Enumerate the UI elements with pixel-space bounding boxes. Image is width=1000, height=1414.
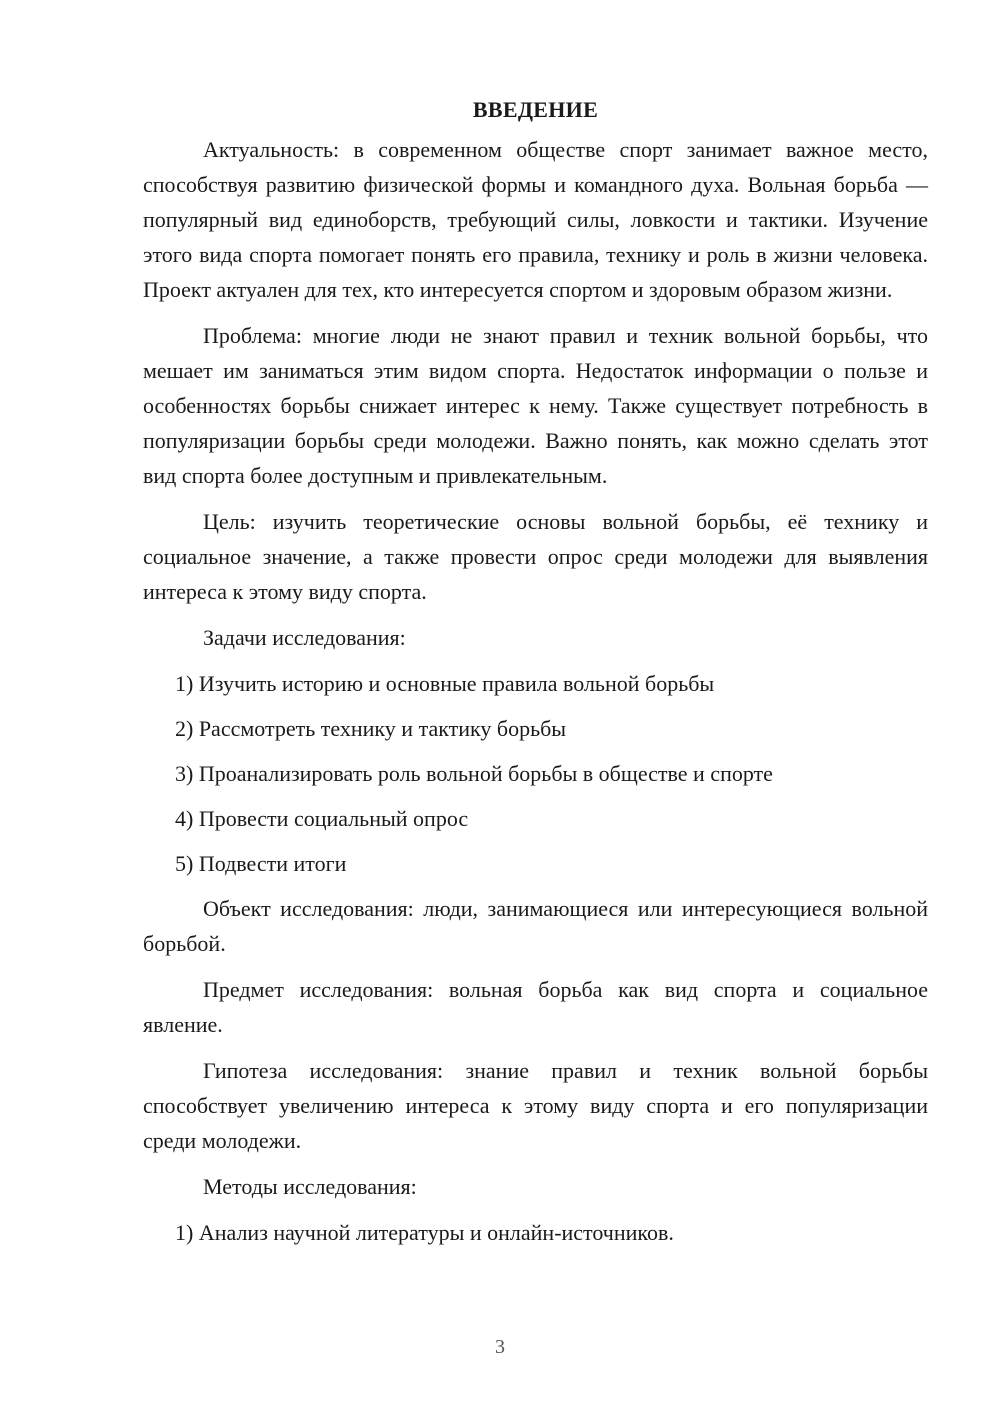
tasks-list (143, 666, 928, 881)
list-item: 1) Изучить историю и основные правила вольной борьбы (175, 671, 715, 696)
relevance-paragraph: Актуальность: в современном обществе спорт занимает важное место, способствуя развитию физической формы и командного духа. Вольная борьба — популярный вид единоборств, требующий силы, ловкости и тактики. Изучение этого вида спорта помогает понять его правила, технику и роль в жизни человека. Проект актуален для тех, кто интересуется спортом и здоровым образом жизни. (143, 137, 928, 302)
list-item: 5) Подвести итоги (175, 851, 347, 876)
methods-list (143, 1215, 928, 1250)
problem-paragraph: Проблема: многие люди не знают правил и техник вольной борьбы, что мешает им заниматься этим видом спорта. Недостаток информации о пользе и особенностях борьбы снижает интерес к нему. Также существует потребность в популяризации борьбы среди молодежи. Важно понять, как можно сделать этот вид спорта более доступным и привлекательным. (143, 323, 928, 488)
list-item: 4) Провести социальный опрос (175, 806, 469, 831)
list-item: 3) Проанализировать роль вольной борьбы в обществе и спорте (175, 761, 773, 786)
section-heading: ВВЕДЕНИЕ (472, 97, 599, 122)
page-content (143, 92, 928, 1260)
list-item: 1) Анализ научной литературы и онлайн-источников. (175, 1220, 674, 1245)
subject-paragraph: Предмет исследования: вольная борьба как вид спорта и социальное явление. (143, 977, 928, 1037)
object-paragraph: Объект исследования: люди, занимающиеся или интересующиеся вольной борьбой. (143, 896, 928, 956)
tasks-title: Задачи исследования: (203, 625, 406, 650)
hypothesis-paragraph: Гипотеза исследования: знание правил и техник вольной борьбы способствует увеличению интереса к этому виду спорта и его популяризации среди молодежи. (143, 1058, 928, 1153)
goal-paragraph: Цель: изучить теоретические основы вольной борьбы, её технику и социальное значение, а также провести опрос среди молодежи для выявления интереса к этому виду спорта. (143, 509, 928, 604)
methods-title: Методы исследования: (203, 1174, 417, 1199)
page-number: 3 (495, 1336, 505, 1358)
list-item: 2) Рассмотреть технику и тактику борьбы (175, 716, 567, 741)
